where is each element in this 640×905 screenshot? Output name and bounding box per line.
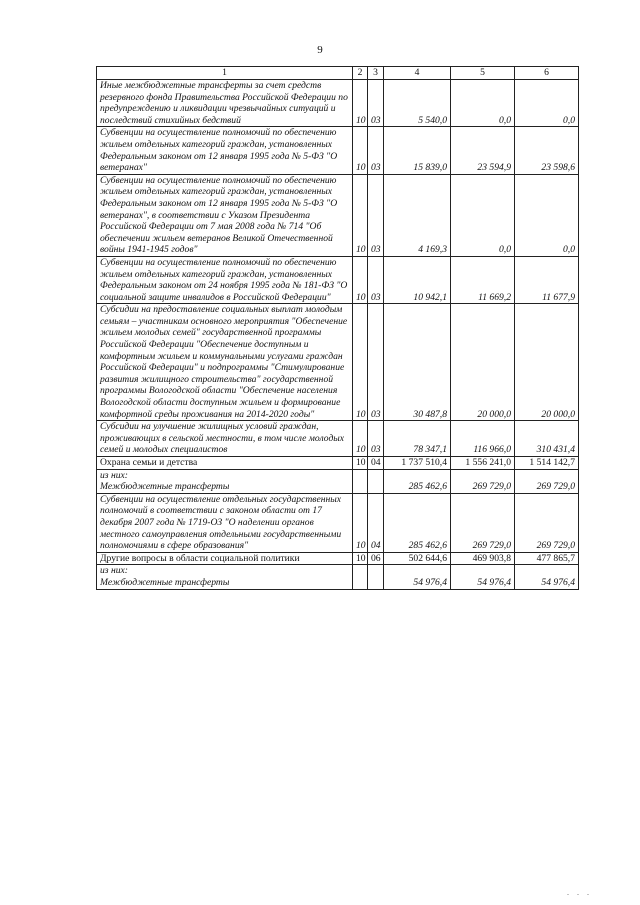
row-value-2021-cell: 310 431,4 xyxy=(515,421,579,457)
header-col-1: 1 xyxy=(97,67,353,80)
table-row xyxy=(97,80,579,127)
row-value-2021-cell: 269 729,0 xyxy=(515,493,579,552)
row-value-2020-cell: 0,0 xyxy=(451,174,515,256)
row-section-cell: 10 xyxy=(353,493,368,552)
row-section-cell xyxy=(353,469,368,481)
row-value-2020-cell: 269 729,0 xyxy=(451,493,515,552)
row-subsection-cell: 03 xyxy=(368,80,384,127)
table-row xyxy=(97,421,579,457)
row-value-2019-cell xyxy=(384,469,451,481)
row-value-2021-cell: 11 677,9 xyxy=(515,256,579,303)
row-subsection-cell xyxy=(368,565,384,577)
scan-mark: . . . xyxy=(567,888,592,897)
row-value-2021-cell: 0,0 xyxy=(515,174,579,256)
row-section-cell: 10 xyxy=(353,80,368,127)
header-col-6: 6 xyxy=(515,67,579,80)
row-name-cell: Охрана семьи и детства xyxy=(97,457,353,470)
row-value-2019-cell: 285 462,6 xyxy=(384,481,451,493)
table-row xyxy=(97,481,579,493)
table-row xyxy=(97,457,579,470)
budget-table xyxy=(96,66,579,590)
row-section-cell: 10 xyxy=(353,457,368,470)
row-subsection-cell xyxy=(368,481,384,493)
row-name-cell: Другие вопросы в области социальной политики xyxy=(97,552,353,565)
row-value-2019-cell: 1 737 510,4 xyxy=(384,457,451,470)
header-col-5: 5 xyxy=(451,67,515,80)
row-name-cell: Субвенции на осуществление полномочий по обеспечению жильем отдельных категорий граждан, установленных Федеральным законом от 24 ноября 1995 года № 181-ФЗ "О социальной защите инвалидов в Российской Федерации" xyxy=(97,256,353,303)
row-name-cell: Субсидии на улучшение жилищных условий граждан, проживающих в сельской местности, в том числе молодых семей и молодых специалистов xyxy=(97,421,353,457)
row-value-2019-cell: 10 942,1 xyxy=(384,256,451,303)
row-value-2019-cell: 54 976,4 xyxy=(384,577,451,589)
row-value-2020-cell: 0,0 xyxy=(451,80,515,127)
row-subsection-cell: 03 xyxy=(368,421,384,457)
row-section-cell: 10 xyxy=(353,127,368,174)
row-name-cell: Межбюджетные трансферты xyxy=(97,481,353,493)
row-value-2019-cell xyxy=(384,565,451,577)
row-value-2021-cell: 269 729,0 xyxy=(515,481,579,493)
row-value-2019-cell: 15 839,0 xyxy=(384,127,451,174)
row-section-cell xyxy=(353,565,368,577)
row-section-cell: 10 xyxy=(353,304,368,421)
header-col-4: 4 xyxy=(384,67,451,80)
row-value-2020-cell xyxy=(451,565,515,577)
table-row xyxy=(97,577,579,589)
row-name-cell: Субвенции на осуществление отдельных государственных полномочий в соответствии с законом области от 17 декабря 2007 года № 1719-ОЗ "О наделении органов местного самоуправления отдельными государственными полномочиями в сфере образования" xyxy=(97,493,353,552)
row-value-2019-cell: 502 644,6 xyxy=(384,552,451,565)
row-value-2020-cell: 1 556 241,0 xyxy=(451,457,515,470)
row-subsection-cell: 06 xyxy=(368,552,384,565)
row-name-cell: из них: xyxy=(97,565,353,577)
row-subsection-cell: 03 xyxy=(368,127,384,174)
row-value-2021-cell: 20 000,0 xyxy=(515,304,579,421)
page-number: 9 xyxy=(317,44,323,56)
row-name-cell: из них: xyxy=(97,469,353,481)
row-section-cell: 10 xyxy=(353,174,368,256)
row-value-2020-cell: 54 976,4 xyxy=(451,577,515,589)
row-value-2021-cell: 54 976,4 xyxy=(515,577,579,589)
row-subsection-cell: 03 xyxy=(368,256,384,303)
table-row xyxy=(97,565,579,577)
row-value-2020-cell: 11 669,2 xyxy=(451,256,515,303)
row-value-2021-cell: 477 865,7 xyxy=(515,552,579,565)
table-row xyxy=(97,469,579,481)
table-row xyxy=(97,174,579,256)
row-section-cell: 10 xyxy=(353,552,368,565)
row-section-cell: 10 xyxy=(353,421,368,457)
row-section-cell xyxy=(353,577,368,589)
header-col-3: 3 xyxy=(368,67,384,80)
row-section-cell xyxy=(353,481,368,493)
row-value-2019-cell: 78 347,1 xyxy=(384,421,451,457)
row-value-2020-cell: 23 594,9 xyxy=(451,127,515,174)
row-section-cell: 10 xyxy=(353,256,368,303)
row-value-2020-cell: 469 903,8 xyxy=(451,552,515,565)
row-name-cell: Субсидии на предоставление социальных выплат молодым семьям – участникам основного мероприятия "Обеспечение жильем молодых семей" государственной программы Российской Федерации "Обеспечение доступным и комфортным жильем и коммунальными услугами граждан Российской Федерации" и подпрограммы "Стимулирование развития жилищного строительства" государственной программы Вологодской области "Обеспечение населения Вологодской области доступным жильем и формирование комфортной среды проживания на 2014-2020 годы" xyxy=(97,304,353,421)
row-subsection-cell: 03 xyxy=(368,174,384,256)
row-value-2021-cell xyxy=(515,469,579,481)
row-value-2021-cell xyxy=(515,565,579,577)
row-subsection-cell: 03 xyxy=(368,304,384,421)
row-name-cell: Межбюджетные трансферты xyxy=(97,577,353,589)
table-header-row xyxy=(97,67,579,80)
table-row xyxy=(97,304,579,421)
row-value-2020-cell: 116 966,0 xyxy=(451,421,515,457)
table-row xyxy=(97,493,579,552)
row-value-2021-cell: 0,0 xyxy=(515,80,579,127)
table-row xyxy=(97,127,579,174)
row-subsection-cell xyxy=(368,469,384,481)
row-subsection-cell: 04 xyxy=(368,457,384,470)
row-value-2019-cell: 5 540,0 xyxy=(384,80,451,127)
row-value-2019-cell: 285 462,6 xyxy=(384,493,451,552)
table-row xyxy=(97,256,579,303)
header-col-2: 2 xyxy=(353,67,368,80)
row-value-2020-cell xyxy=(451,469,515,481)
row-name-cell: Субвенции на осуществление полномочий по обеспечению жильем отдельных категорий граждан, установленных Федеральным законом от 12 января 1995 года № 5-ФЗ "О ветеранах" xyxy=(97,127,353,174)
row-subsection-cell xyxy=(368,577,384,589)
row-value-2020-cell: 269 729,0 xyxy=(451,481,515,493)
row-value-2019-cell: 4 169,3 xyxy=(384,174,451,256)
table-row xyxy=(97,552,579,565)
row-value-2021-cell: 1 514 142,7 xyxy=(515,457,579,470)
row-value-2020-cell: 20 000,0 xyxy=(451,304,515,421)
row-name-cell: Субвенции на осуществление полномочий по обеспечению жильем отдельных категорий граждан, установленных Федеральным законом от 12 января 1995 года № 5-ФЗ "О ветеранах", в соответствии с Указом Президента Российской Федерации от 7 мая 2008 года № 714 "Об обеспечении жильем ветеранов Великой Отечественной войны 1941-1945 годов" xyxy=(97,174,353,256)
row-subsection-cell: 04 xyxy=(368,493,384,552)
row-value-2021-cell: 23 598,6 xyxy=(515,127,579,174)
row-name-cell: Иные межбюджетные трансферты за счет средств резервного фонда Правительства Российской Федерации по предупреждению и ликвидации чрезвычайных ситуаций и последствий стихийных бедствий xyxy=(97,80,353,127)
row-value-2019-cell: 30 487,8 xyxy=(384,304,451,421)
